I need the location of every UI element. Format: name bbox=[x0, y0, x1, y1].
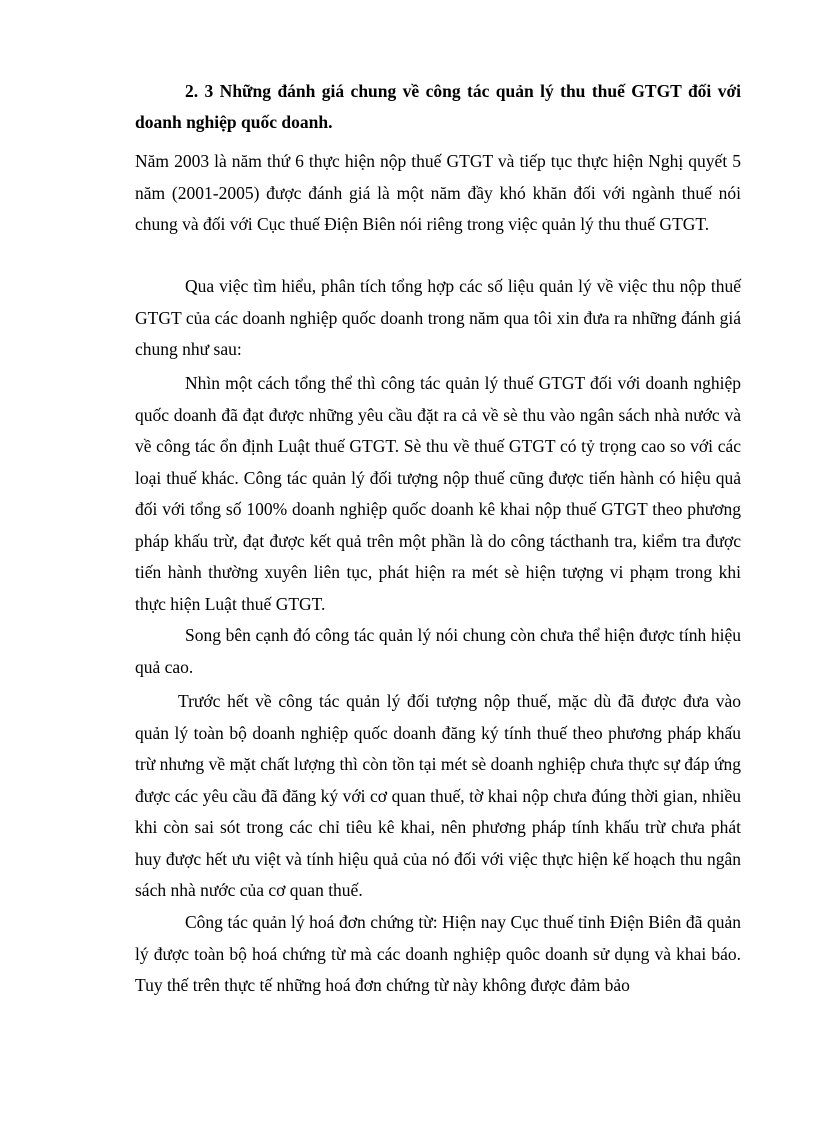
paragraph-1: Năm 2003 là năm thứ 6 thực hiện nộp thuế GTGT và tiếp tục thực hiện Nghị quyết 5 năm (2001-2005) được đánh giá là một năm đầy khó khăn đối với ngành thuế nói chung và đối với Cục thuế Điện Biên nói riêng trong việc quản lý thu thuế GTGT. bbox=[135, 151, 741, 234]
paragraph-3: Nhìn một cách tổng thể thì công tác quản lý thuế GTGT đối với doanh nghiệp quốc doanh đã đạt được những yêu cầu đặt ra cả về sè thu vào ngân sách nhà nước và về công tác ổn định Luật thuế GTGT. Sè thu về thuế GTGT có tỷ trọng cao so với các loại thuế khác. Công tác quản lý đối tượng nộp thuế cũng được tiến hành có hiệu quả đối với tổng số 100% doanh nghiệp quốc doanh kê khai nộp thuế GTGT theo phương pháp khấu trừ, đạt được kết quả trên một phần là do công tácthanh tra, kiểm tra được tiến hành thường xuyên liên tục, phát hiện ra mét sè hiện tượng vi phạm trong khi thực hiện Luật thuế GTGT. bbox=[135, 373, 741, 614]
section-heading: 2. 3 Những đánh giá chung về công tác quản lý thu thuế GTGT đối với doanh nghiệp quốc doanh. bbox=[135, 81, 741, 132]
paragraph-5: Trước hết về công tác quản lý đối tượng nộp thuế, mặc dù đã được đưa vào quản lý toàn bộ doanh nghiệp quốc doanh đăng ký tính thuế theo phương pháp khấu trừ nhưng về mặt chất lượng thì còn tồn tại mét sè doanh nghiệp chưa thực sự đáp ứng được các yêu cầu đã đăng ký với cơ quan thuế, tờ khai nộp chưa đúng thời gian, nhiều khi còn sai sót trong các chỉ tiêu kê khai, nên phương pháp tính khấu trừ chưa phát huy được hết ưu việt và tính hiệu quả của nó đối với việc thực hiện kế hoạch thu ngân sách nhà nước của cơ quan thuế. bbox=[135, 691, 741, 900]
paragraph-2: Qua việc tìm hiểu, phân tích tổng hợp các số liệu quản lý về việc thu nộp thuế GTGT của các doanh nghiệp quốc doanh trong năm qua tôi xin đưa ra những đánh giá chung như sau: bbox=[135, 276, 741, 359]
paragraph-6: Công tác quản lý hoá đơn chứng từ: Hiện nay Cục thuế tỉnh Điện Biên đã quản lý được toàn bộ hoá chứng từ mà các doanh nghiệp quôc doanh sử dụng và khai báo. Tuy thế trên thực tế những hoá đơn chứng từ này không được đảm bảo bbox=[135, 912, 741, 995]
paragraph-4: Song bên cạnh đó công tác quản lý nói chung còn chưa thể hiện được tính hiệu quả cao. bbox=[135, 625, 741, 677]
